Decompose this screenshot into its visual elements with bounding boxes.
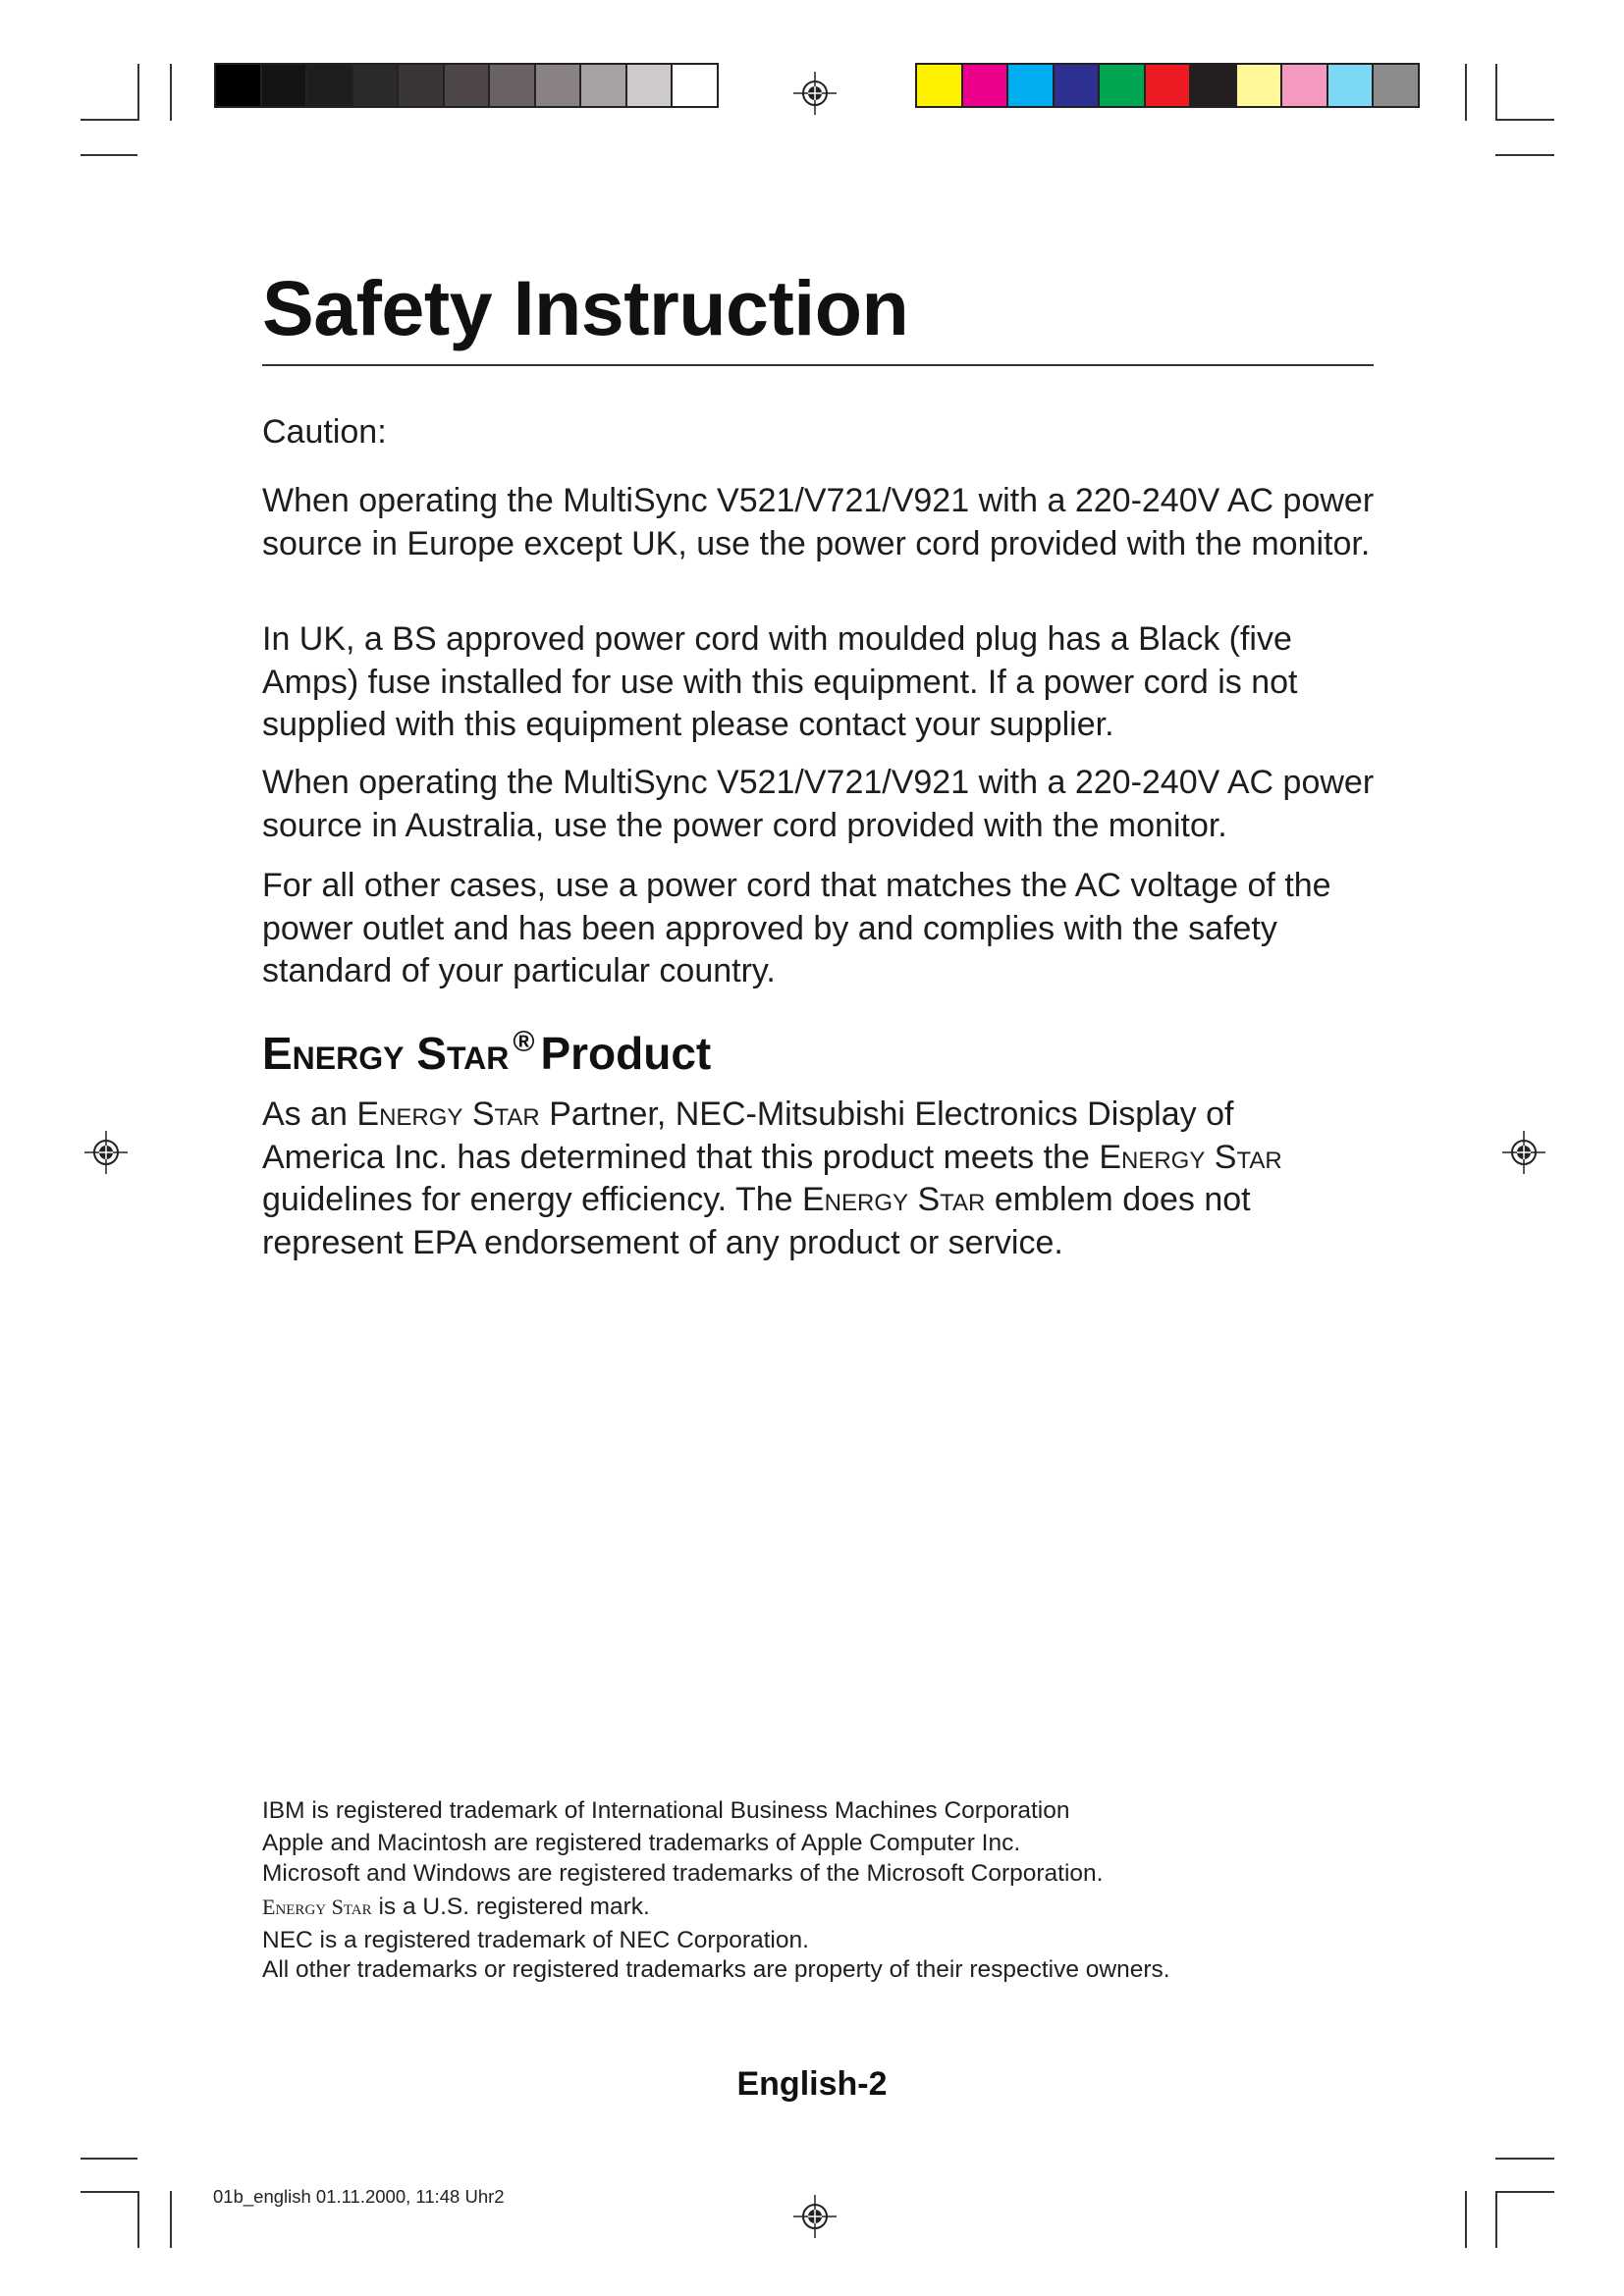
energy-star-brand: Energy Star <box>802 1181 986 1218</box>
page-number: English-2 <box>736 2065 888 2103</box>
energy-star-brand: Energy Star <box>356 1095 540 1133</box>
color-swatch <box>216 65 262 106</box>
registration-target-icon <box>793 2195 837 2238</box>
title-rule <box>262 364 1374 366</box>
crop-mark <box>1465 2191 1467 2248</box>
color-swatch <box>673 65 717 106</box>
trademark-apple: Apple and Macintosh are registered trademarks of Apple Computer Inc. <box>262 1830 1021 1856</box>
trademark-text: is a U.S. registered mark. <box>371 1894 650 1920</box>
crop-mark <box>1495 2158 1554 2160</box>
color-swatch <box>490 65 536 106</box>
caution-label: Caution: <box>262 413 387 451</box>
energy-star-brand: Energy Star <box>262 1895 372 1919</box>
safety-paragraph-australia: When operating the MultiSync V521/V721/V921 with a 220-240V AC power source in Australia, use the power cord provided with the monitor. <box>262 764 1375 844</box>
energy-text: As an <box>262 1095 357 1133</box>
trademark-nec: NEC is a registered trademark of NEC Corporation. <box>262 1927 809 1953</box>
registered-mark: ® <box>513 1026 535 1058</box>
color-swatch <box>307 65 353 106</box>
color-swatch <box>536 65 582 106</box>
color-swatch <box>1237 65 1283 106</box>
crop-mark <box>137 64 139 121</box>
crop-mark <box>1495 2191 1554 2193</box>
safety-paragraph-uk: In UK, a BS approved power cord with moulded plug has a Black (five Amps) fuse installed for use with this equipment. If a power cord is not supplied with this equipment please contact your supplier. <box>262 620 1298 743</box>
crop-mark <box>81 119 139 121</box>
color-swatch <box>399 65 445 106</box>
color-swatch <box>1328 65 1375 106</box>
crop-mark <box>170 2191 172 2248</box>
color-swatch <box>445 65 491 106</box>
energy-star-paragraph <box>262 1094 1352 1264</box>
registration-target-icon <box>84 1131 128 1174</box>
crop-mark <box>1495 2191 1497 2248</box>
energy-star-brand: Energy Star <box>1099 1138 1282 1176</box>
color-swatch <box>353 65 400 106</box>
crop-mark <box>137 2191 139 2248</box>
trademark-ibm: IBM is registered trademark of International Business Machines Corporation <box>262 1797 1070 1824</box>
trademark-microsoft: Microsoft and Windows are registered trademarks of the Microsoft Corporation. <box>262 1860 1104 1887</box>
energy-text: guidelines for energy efficiency. The <box>262 1181 802 1218</box>
color-swatch <box>917 65 963 106</box>
crop-mark <box>1495 119 1554 121</box>
crop-mark <box>170 64 172 121</box>
crop-mark <box>1465 64 1467 121</box>
color-swatch <box>581 65 627 106</box>
grayscale-calibration-bar <box>214 63 719 108</box>
color-swatch <box>627 65 674 106</box>
energy-star-brand: Energy Star <box>262 1028 510 1079</box>
energy-star-heading-suffix: Product <box>540 1028 712 1079</box>
color-swatch <box>1191 65 1237 106</box>
color-swatch <box>1374 65 1418 106</box>
energy-star-heading <box>262 1026 711 1080</box>
color-swatch <box>1282 65 1328 106</box>
crop-mark <box>81 154 137 156</box>
crop-mark <box>1495 64 1497 121</box>
page-title: Safety Instruction <box>262 264 909 351</box>
trademark-others: All other trademarks or registered trademarks are property of their respective owners. <box>262 1956 1170 1983</box>
color-swatch <box>262 65 308 106</box>
safety-paragraph-europe: When operating the MultiSync V521/V721/V921 with a 220-240V AC power source in Europe except UK, use the power cord provided with the monitor. <box>262 482 1375 562</box>
color-swatch <box>1146 65 1192 106</box>
color-swatch <box>963 65 1009 106</box>
safety-paragraph-other: For all other cases, use a power cord that matches the AC voltage of the power outlet and has been approved by and complies with the safety standard of your particular country. <box>262 867 1331 989</box>
energy-text: Partner, NEC-Mitsubishi Electronics Display of America Inc. has determined that this product meets the <box>262 1095 1234 1176</box>
color-swatch <box>1100 65 1146 106</box>
crop-mark <box>1495 154 1554 156</box>
crop-mark <box>81 2191 137 2193</box>
energy-text: emblem does not represent EPA endorsement of any product or service. <box>262 1181 1251 1261</box>
crop-mark <box>81 2158 137 2160</box>
print-slug: 01b_english 01.11.2000, 11:48 Uhr2 <box>213 2186 505 2207</box>
registration-target-icon <box>793 72 837 115</box>
color-calibration-bar <box>915 63 1420 108</box>
color-swatch <box>1055 65 1101 106</box>
registration-target-icon <box>1502 1131 1545 1174</box>
color-swatch <box>1008 65 1055 106</box>
trademark-energy-star <box>262 1892 1381 1923</box>
